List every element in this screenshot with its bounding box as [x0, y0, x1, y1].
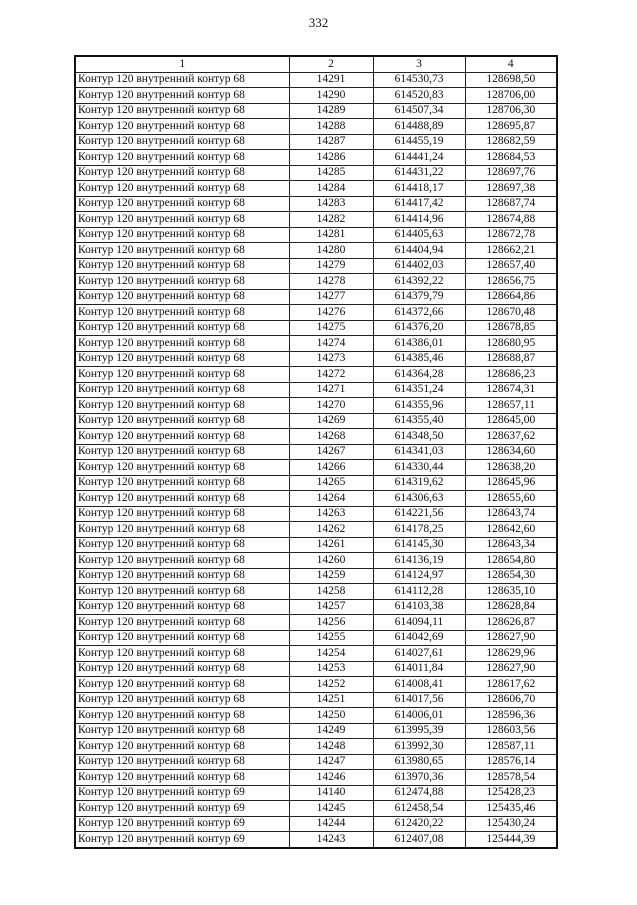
point-number-cell: 14247	[289, 754, 373, 770]
point-number-cell: 14243	[289, 832, 373, 848]
x-coordinate-cell: 614488,89	[373, 119, 465, 135]
table-row	[75, 801, 557, 817]
y-coordinate-cell: 128674,31	[465, 382, 557, 398]
point-number-cell: 14254	[289, 646, 373, 662]
table-row	[75, 88, 557, 104]
table-row	[75, 677, 557, 693]
y-coordinate-cell: 128654,30	[465, 568, 557, 584]
x-coordinate-cell: 614094,11	[373, 615, 465, 631]
point-number-cell: 14275	[289, 320, 373, 336]
contour-name-cell: Контур 120 внутренний контур 68	[75, 475, 289, 491]
point-number-cell: 14290	[289, 88, 373, 104]
x-coordinate-cell: 613980,65	[373, 754, 465, 770]
y-coordinate-cell: 128706,00	[465, 88, 557, 104]
point-number-cell: 14245	[289, 801, 373, 817]
x-coordinate-cell: 614386,01	[373, 336, 465, 352]
point-number-cell: 14272	[289, 367, 373, 383]
table-row	[75, 196, 557, 212]
table-row	[75, 289, 557, 305]
contour-name-cell: Контур 120 внутренний контур 68	[75, 491, 289, 507]
y-coordinate-cell: 128578,54	[465, 770, 557, 786]
point-number-cell: 14282	[289, 212, 373, 228]
y-coordinate-cell: 128697,76	[465, 165, 557, 181]
contour-name-cell: Контур 120 внутренний контур 68	[75, 243, 289, 259]
point-number-cell: 14291	[289, 72, 373, 88]
x-coordinate-cell: 614341,03	[373, 444, 465, 460]
contour-name-cell: Контур 120 внутренний контур 68	[75, 599, 289, 615]
contour-name-cell: Контур 120 внутренний контур 68	[75, 119, 289, 135]
x-coordinate-cell: 614348,50	[373, 429, 465, 445]
x-coordinate-cell: 614330,44	[373, 460, 465, 476]
contour-name-cell: Контур 120 внутренний контур 68	[75, 398, 289, 414]
table-row	[75, 382, 557, 398]
contour-name-cell: Контур 120 внутренний контур 68	[75, 770, 289, 786]
point-number-cell: 14253	[289, 661, 373, 677]
point-number-cell: 14250	[289, 708, 373, 724]
table-row	[75, 630, 557, 646]
contour-name-cell: Контур 120 внутренний контур 68	[75, 367, 289, 383]
point-number-cell: 14246	[289, 770, 373, 786]
contour-name-cell: Контур 120 внутренний контур 68	[75, 708, 289, 724]
y-coordinate-cell: 128657,11	[465, 398, 557, 414]
y-coordinate-cell: 128643,74	[465, 506, 557, 522]
y-coordinate-cell: 128617,62	[465, 677, 557, 693]
point-number-cell: 14258	[289, 584, 373, 600]
contour-name-cell: Контур 120 внутренний контур 68	[75, 181, 289, 197]
y-coordinate-cell: 128576,14	[465, 754, 557, 770]
table-row	[75, 599, 557, 615]
x-coordinate-cell: 614136,19	[373, 553, 465, 569]
x-coordinate-cell: 614520,83	[373, 88, 465, 104]
table-row	[75, 661, 557, 677]
x-coordinate-cell: 614379,79	[373, 289, 465, 305]
contour-name-cell: Контур 120 внутренний контур 68	[75, 413, 289, 429]
x-coordinate-cell: 614405,63	[373, 227, 465, 243]
point-number-cell: 14252	[289, 677, 373, 693]
point-number-cell: 14244	[289, 816, 373, 832]
page-number: 332	[308, 15, 329, 30]
x-coordinate-cell: 614441,24	[373, 150, 465, 166]
y-coordinate-cell: 128680,95	[465, 336, 557, 352]
table-row	[75, 336, 557, 352]
y-coordinate-cell: 128697,38	[465, 181, 557, 197]
x-coordinate-cell: 614103,38	[373, 599, 465, 615]
contour-name-cell: Контур 120 внутренний контур 68	[75, 351, 289, 367]
y-coordinate-cell: 128656,75	[465, 274, 557, 290]
contour-name-cell: Контур 120 внутренний контур 68	[75, 196, 289, 212]
point-number-cell: 14248	[289, 739, 373, 755]
header-column-1: 1	[75, 56, 289, 72]
y-coordinate-cell: 128606,70	[465, 692, 557, 708]
table-row	[75, 739, 557, 755]
contour-name-cell: Контур 120 внутренний контур 68	[75, 212, 289, 228]
contour-name-cell: Контур 120 внутренний контур 68	[75, 568, 289, 584]
point-number-cell: 14268	[289, 429, 373, 445]
x-coordinate-cell: 614364,28	[373, 367, 465, 383]
contour-name-cell: Контур 120 внутренний контур 68	[75, 382, 289, 398]
y-coordinate-cell: 128645,00	[465, 413, 557, 429]
contour-name-cell: Контур 120 внутренний контур 68	[75, 274, 289, 290]
point-number-cell: 14262	[289, 522, 373, 538]
point-number-cell: 14285	[289, 165, 373, 181]
table-row	[75, 429, 557, 445]
point-number-cell: 14280	[289, 243, 373, 259]
table-row	[75, 475, 557, 491]
table-header	[75, 56, 557, 72]
point-number-cell: 14277	[289, 289, 373, 305]
point-number-cell: 14264	[289, 491, 373, 507]
point-number-cell: 14271	[289, 382, 373, 398]
table-row	[75, 754, 557, 770]
contour-name-cell: Контур 120 внутренний контур 68	[75, 165, 289, 181]
x-coordinate-cell: 614017,56	[373, 692, 465, 708]
y-coordinate-cell: 125430,24	[465, 816, 557, 832]
x-coordinate-cell: 614404,94	[373, 243, 465, 259]
point-number-cell: 14274	[289, 336, 373, 352]
table-row	[75, 491, 557, 507]
contour-name-cell: Контур 120 внутренний контур 68	[75, 289, 289, 305]
contour-name-cell: Контур 120 внутренний контур 69	[75, 832, 289, 848]
table-row	[75, 243, 557, 259]
x-coordinate-cell: 613995,39	[373, 723, 465, 739]
point-number-cell: 14273	[289, 351, 373, 367]
x-coordinate-cell: 614319,62	[373, 475, 465, 491]
y-coordinate-cell: 128706,30	[465, 103, 557, 119]
point-number-cell: 14289	[289, 103, 373, 119]
y-coordinate-cell: 128645,96	[465, 475, 557, 491]
y-coordinate-cell: 128698,50	[465, 72, 557, 88]
y-coordinate-cell: 128684,53	[465, 150, 557, 166]
point-number-cell: 14249	[289, 723, 373, 739]
contour-name-cell: Контур 120 внутренний контур 69	[75, 785, 289, 801]
y-coordinate-cell: 128634,60	[465, 444, 557, 460]
point-number-cell: 14140	[289, 785, 373, 801]
table-row	[75, 165, 557, 181]
x-coordinate-cell: 612420,22	[373, 816, 465, 832]
table-row	[75, 413, 557, 429]
table-row	[75, 181, 557, 197]
table-row	[75, 103, 557, 119]
contour-name-cell: Контур 120 внутренний контур 68	[75, 754, 289, 770]
contour-name-cell: Контур 120 внутренний контур 68	[75, 103, 289, 119]
contour-name-cell: Контур 120 внутренний контур 68	[75, 739, 289, 755]
x-coordinate-cell: 614042,69	[373, 630, 465, 646]
y-coordinate-cell: 125435,46	[465, 801, 557, 817]
table-row	[75, 258, 557, 274]
point-number-cell: 14260	[289, 553, 373, 569]
point-number-cell: 14257	[289, 599, 373, 615]
y-coordinate-cell: 128688,87	[465, 351, 557, 367]
contour-name-cell: Контур 120 внутренний контур 68	[75, 615, 289, 631]
contour-name-cell: Контур 120 внутренний контур 68	[75, 553, 289, 569]
x-coordinate-cell: 612474,88	[373, 785, 465, 801]
table-row	[75, 320, 557, 336]
point-number-cell: 14281	[289, 227, 373, 243]
contour-name-cell: Контур 120 внутренний контур 68	[75, 723, 289, 739]
y-coordinate-cell: 128686,23	[465, 367, 557, 383]
point-number-cell: 14259	[289, 568, 373, 584]
x-coordinate-cell: 614027,61	[373, 646, 465, 662]
y-coordinate-cell: 128635,10	[465, 584, 557, 600]
contour-name-cell: Контур 120 внутренний контур 68	[75, 646, 289, 662]
y-coordinate-cell: 128638,20	[465, 460, 557, 476]
point-number-cell: 14270	[289, 398, 373, 414]
point-number-cell: 14263	[289, 506, 373, 522]
contour-name-cell: Контур 120 внутренний контур 68	[75, 506, 289, 522]
table-row	[75, 227, 557, 243]
table-row	[75, 615, 557, 631]
contour-name-cell: Контур 120 внутренний контур 68	[75, 537, 289, 553]
x-coordinate-cell: 613992,30	[373, 739, 465, 755]
contour-name-cell: Контур 120 внутренний контур 68	[75, 630, 289, 646]
point-number-cell: 14286	[289, 150, 373, 166]
x-coordinate-cell: 614124,97	[373, 568, 465, 584]
point-number-cell: 14288	[289, 119, 373, 135]
header-row	[75, 56, 557, 72]
contour-name-cell: Контур 120 внутренний контур 68	[75, 677, 289, 693]
y-coordinate-cell: 128662,21	[465, 243, 557, 259]
x-coordinate-cell: 614376,20	[373, 320, 465, 336]
x-coordinate-cell: 614178,25	[373, 522, 465, 538]
x-coordinate-cell: 614355,40	[373, 413, 465, 429]
x-coordinate-cell: 614355,96	[373, 398, 465, 414]
point-number-cell: 14284	[289, 181, 373, 197]
table-row	[75, 770, 557, 786]
contour-name-cell: Контур 120 внутренний контур 68	[75, 444, 289, 460]
x-coordinate-cell: 614006,01	[373, 708, 465, 724]
header-column-2: 2	[289, 56, 373, 72]
y-coordinate-cell: 128643,34	[465, 537, 557, 553]
x-coordinate-cell: 614507,34	[373, 103, 465, 119]
contour-name-cell: Контур 120 внутренний контур 69	[75, 816, 289, 832]
x-coordinate-cell: 614145,30	[373, 537, 465, 553]
y-coordinate-cell: 128682,59	[465, 134, 557, 150]
x-coordinate-cell: 614418,17	[373, 181, 465, 197]
x-coordinate-cell: 614431,22	[373, 165, 465, 181]
point-number-cell: 14279	[289, 258, 373, 274]
x-coordinate-cell: 614351,24	[373, 382, 465, 398]
table-row	[75, 568, 557, 584]
y-coordinate-cell: 128628,84	[465, 599, 557, 615]
y-coordinate-cell: 128664,86	[465, 289, 557, 305]
table-row	[75, 444, 557, 460]
y-coordinate-cell: 128626,87	[465, 615, 557, 631]
x-coordinate-cell: 614455,19	[373, 134, 465, 150]
contour-name-cell: Контур 120 внутренний контур 68	[75, 661, 289, 677]
y-coordinate-cell: 128642,60	[465, 522, 557, 538]
table-row	[75, 119, 557, 135]
point-number-cell: 14255	[289, 630, 373, 646]
y-coordinate-cell: 128654,80	[465, 553, 557, 569]
y-coordinate-cell: 128603,56	[465, 723, 557, 739]
table-row	[75, 460, 557, 476]
y-coordinate-cell: 125428,23	[465, 785, 557, 801]
point-number-cell: 14276	[289, 305, 373, 321]
y-coordinate-cell: 128678,85	[465, 320, 557, 336]
table-row	[75, 212, 557, 228]
x-coordinate-cell: 614011,84	[373, 661, 465, 677]
y-coordinate-cell: 128657,40	[465, 258, 557, 274]
y-coordinate-cell: 128687,74	[465, 196, 557, 212]
x-coordinate-cell: 614392,22	[373, 274, 465, 290]
x-coordinate-cell: 614414,96	[373, 212, 465, 228]
point-number-cell: 14256	[289, 615, 373, 631]
y-coordinate-cell: 128627,90	[465, 630, 557, 646]
table-row	[75, 150, 557, 166]
x-coordinate-cell: 614402,03	[373, 258, 465, 274]
x-coordinate-cell: 614306,63	[373, 491, 465, 507]
x-coordinate-cell: 612458,54	[373, 801, 465, 817]
table-row	[75, 72, 557, 88]
x-coordinate-cell: 614221,56	[373, 506, 465, 522]
y-coordinate-cell: 128627,90	[465, 661, 557, 677]
contour-name-cell: Контур 120 внутренний контур 68	[75, 305, 289, 321]
table-row	[75, 506, 557, 522]
point-number-cell: 14265	[289, 475, 373, 491]
table-row	[75, 723, 557, 739]
y-coordinate-cell: 128637,62	[465, 429, 557, 445]
y-coordinate-cell: 128655,60	[465, 491, 557, 507]
contour-name-cell: Контур 120 внутренний контур 68	[75, 227, 289, 243]
table-row	[75, 553, 557, 569]
table-body	[75, 72, 557, 848]
table-row	[75, 351, 557, 367]
table-row	[75, 134, 557, 150]
contour-name-cell: Контур 120 внутренний контур 68	[75, 72, 289, 88]
y-coordinate-cell: 125444,39	[465, 832, 557, 848]
point-number-cell: 14261	[289, 537, 373, 553]
contour-name-cell: Контур 120 внутренний контур 68	[75, 584, 289, 600]
point-number-cell: 14287	[289, 134, 373, 150]
x-coordinate-cell: 614530,73	[373, 72, 465, 88]
point-number-cell: 14266	[289, 460, 373, 476]
x-coordinate-cell: 614372,66	[373, 305, 465, 321]
table-row	[75, 398, 557, 414]
x-coordinate-cell: 614112,28	[373, 584, 465, 600]
coordinates-table	[74, 55, 558, 849]
y-coordinate-cell: 128670,48	[465, 305, 557, 321]
x-coordinate-cell: 613970,36	[373, 770, 465, 786]
y-coordinate-cell: 128587,11	[465, 739, 557, 755]
header-column-3: 3	[373, 56, 465, 72]
table-row	[75, 832, 557, 848]
point-number-cell: 14283	[289, 196, 373, 212]
point-number-cell: 14251	[289, 692, 373, 708]
x-coordinate-cell: 614008,41	[373, 677, 465, 693]
contour-name-cell: Контур 120 внутренний контур 68	[75, 460, 289, 476]
x-coordinate-cell: 612407,08	[373, 832, 465, 848]
table-row	[75, 584, 557, 600]
y-coordinate-cell: 128596,36	[465, 708, 557, 724]
table-row	[75, 708, 557, 724]
contour-name-cell: Контур 120 внутренний контур 68	[75, 429, 289, 445]
contour-name-cell: Контур 120 внутренний контур 68	[75, 692, 289, 708]
contour-name-cell: Контур 120 внутренний контур 68	[75, 134, 289, 150]
point-number-cell: 14269	[289, 413, 373, 429]
table-row	[75, 274, 557, 290]
contour-name-cell: Контур 120 внутренний контур 68	[75, 522, 289, 538]
table-row	[75, 816, 557, 832]
table-row	[75, 522, 557, 538]
y-coordinate-cell: 128695,87	[465, 119, 557, 135]
y-coordinate-cell: 128672,78	[465, 227, 557, 243]
point-number-cell: 14267	[289, 444, 373, 460]
table-row	[75, 305, 557, 321]
contour-name-cell: Контур 120 внутренний контур 68	[75, 336, 289, 352]
x-coordinate-cell: 614385,46	[373, 351, 465, 367]
contour-name-cell: Контур 120 внутренний контур 68	[75, 320, 289, 336]
table-row	[75, 692, 557, 708]
table-row	[75, 537, 557, 553]
contour-name-cell: Контур 120 внутренний контур 68	[75, 150, 289, 166]
y-coordinate-cell: 128629,96	[465, 646, 557, 662]
contour-name-cell: Контур 120 внутренний контур 68	[75, 88, 289, 104]
contour-name-cell: Контур 120 внутренний контур 69	[75, 801, 289, 817]
x-coordinate-cell: 614417,42	[373, 196, 465, 212]
contour-name-cell: Контур 120 внутренний контур 68	[75, 258, 289, 274]
table-row	[75, 785, 557, 801]
table-row	[75, 367, 557, 383]
y-coordinate-cell: 128674,88	[465, 212, 557, 228]
table-row	[75, 646, 557, 662]
header-column-4: 4	[465, 56, 557, 72]
point-number-cell: 14278	[289, 274, 373, 290]
